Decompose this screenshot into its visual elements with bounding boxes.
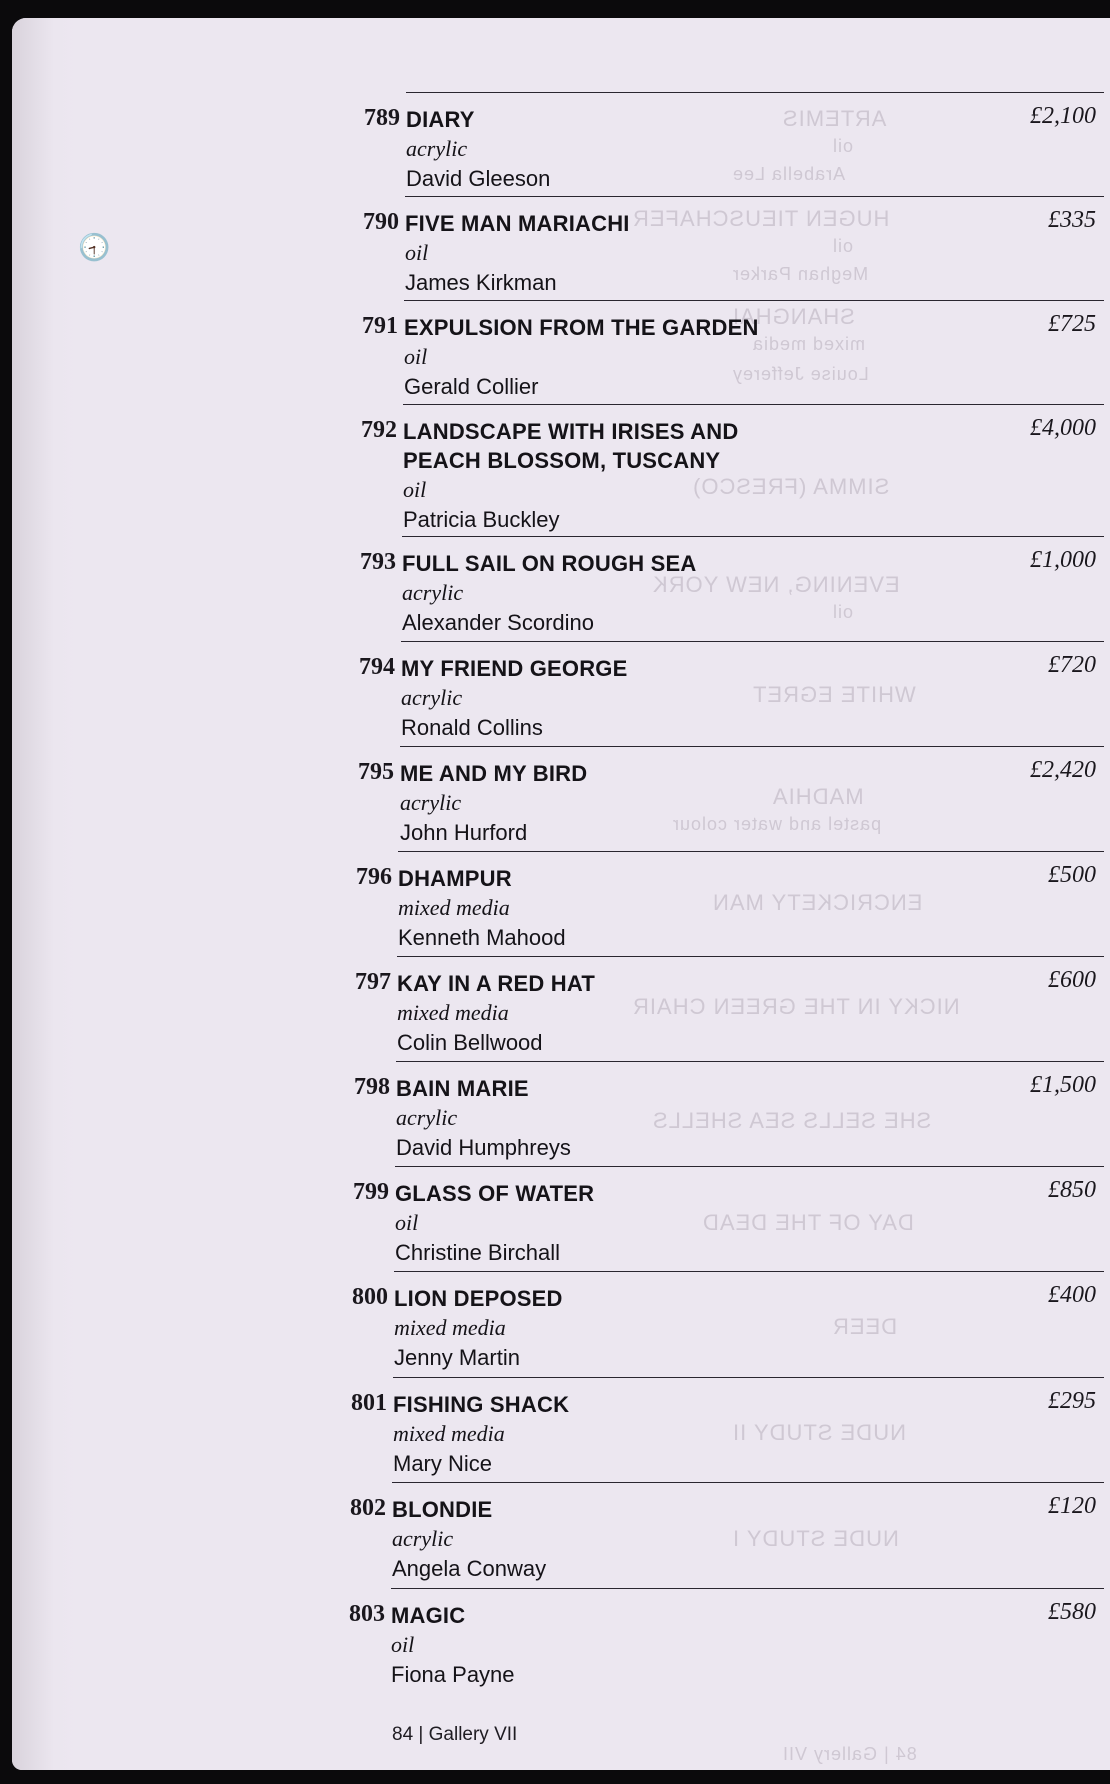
artist-name: Patricia Buckley (403, 507, 560, 532)
lot-number: 790 (363, 209, 399, 235)
show-through-text: pastel and water colour (672, 814, 882, 834)
artwork-medium: acrylic (392, 1526, 454, 1551)
show-through-text: SHANGHAI (732, 304, 855, 329)
show-through-text: WHITE EGRET (752, 682, 916, 707)
artwork-medium: oil (395, 1210, 419, 1235)
lot-number: 789 (364, 105, 400, 131)
artwork-price: £1,000 (1030, 547, 1096, 573)
artwork-title: MAGIC (391, 1603, 466, 1628)
catalogue-entry (360, 536, 1104, 641)
artist-name: Gerald Collier (404, 374, 539, 399)
artwork-medium: acrylic (400, 790, 462, 815)
catalogue-entry (359, 641, 1104, 746)
lot-number: 802 (350, 1495, 386, 1521)
catalogue-entry (361, 404, 1104, 535)
show-through-text: NICKY IN THE GREEN CHAIR (632, 994, 960, 1019)
show-through-text: oil (832, 136, 854, 156)
lot-number: 798 (354, 1074, 390, 1100)
show-through-text: DEER (832, 1314, 898, 1339)
catalogue-entry (356, 851, 1104, 956)
catalogue-entry (362, 300, 1104, 405)
artwork-title: FULL SAIL ON ROUGH SEA (402, 551, 697, 576)
show-through-text: SHE SELLS SEA SHELLS (652, 1108, 932, 1133)
artwork-price: £720 (1048, 652, 1096, 678)
show-through-text: oil (832, 602, 854, 622)
artwork-medium: mixed media (398, 895, 510, 920)
artwork-price: £725 (1048, 311, 1096, 337)
artwork-price: £500 (1048, 862, 1096, 888)
show-through-text: ENCRICKETY MAN (712, 890, 923, 915)
catalogue-entry (350, 1482, 1104, 1587)
artwork-title: BLONDIE (392, 1497, 493, 1522)
artwork-price: £335 (1048, 207, 1096, 233)
lot-number: 799 (353, 1179, 389, 1205)
artwork-medium: acrylic (406, 136, 468, 161)
artist-name: Mary Nice (393, 1451, 493, 1476)
artwork-title: MY FRIEND GEORGE (401, 656, 628, 681)
artwork-medium: oil (391, 1632, 415, 1657)
artwork-title: DIARY (406, 107, 475, 132)
catalogue-entry (363, 196, 1104, 301)
show-through-text: Arabella Lee (732, 164, 846, 184)
artist-name: Fiona Payne (391, 1662, 515, 1687)
artwork-price: £120 (1048, 1493, 1096, 1519)
show-through-text: mixed media (752, 334, 866, 354)
artwork-price: £600 (1048, 967, 1096, 993)
show-through-text: SIMMA (FRESCO) (692, 474, 890, 499)
artwork-title: DHAMPUR (398, 866, 512, 891)
artwork-medium: oil (404, 344, 428, 369)
artwork-title: EXPULSION FROM THE GARDEN (404, 315, 759, 340)
catalogue-entry (354, 1061, 1104, 1166)
show-through-text: MADHIA (772, 784, 864, 809)
lot-number: 795 (358, 759, 394, 785)
artwork-title: KAY IN A RED HAT (397, 971, 595, 996)
show-through-text: Meghan Parker (732, 264, 869, 284)
artwork-medium: oil (403, 477, 427, 502)
artist-name: Angela Conway (392, 1556, 547, 1581)
artwork-medium: acrylic (401, 685, 463, 710)
artist-name: Alexander Scordino (402, 610, 595, 635)
artwork-medium: acrylic (402, 580, 464, 605)
artwork-medium: mixed media (393, 1421, 505, 1446)
artwork-medium: mixed media (397, 1000, 509, 1025)
show-through-text: HUGEN TIEUSCHAFER (632, 206, 890, 231)
show-through-text: NUDE STUDY II (732, 1420, 906, 1445)
lot-number: 792 (361, 417, 397, 443)
artwork-price: £850 (1048, 1177, 1096, 1203)
catalogue-entry (349, 1588, 1104, 1693)
pencil-scribble-icon: 🕣 (78, 233, 111, 263)
show-through-text: 84 | Gallery VII (782, 1744, 917, 1764)
artwork-title: ME AND MY BIRD (400, 761, 588, 786)
show-through-text: EVENING, NEW YORK (652, 572, 900, 597)
page-footer: 84 | Gallery VII (392, 1724, 518, 1745)
artwork-medium: mixed media (394, 1315, 506, 1340)
artwork-price: £2,420 (1030, 757, 1096, 783)
artwork-medium: acrylic (396, 1105, 458, 1130)
catalogue-entry (355, 956, 1104, 1061)
lot-number: 800 (352, 1284, 388, 1310)
artist-name: James Kirkman (405, 270, 557, 295)
show-through-text: DAY OF THE DEAD (702, 1210, 914, 1235)
artist-name: Ronald Collins (401, 715, 543, 740)
artwork-price: £400 (1048, 1282, 1096, 1308)
artist-name: Kenneth Mahood (398, 925, 566, 950)
lot-number: 797 (355, 969, 391, 995)
artwork-medium: oil (405, 240, 429, 265)
lot-number: 793 (360, 549, 396, 575)
artwork-title: FISHING SHACK (393, 1392, 570, 1417)
artwork-price: £580 (1048, 1599, 1096, 1625)
lot-number: 801 (351, 1390, 387, 1416)
artwork-title: LANDSCAPE WITH IRISES AND PEACH BLOSSOM, TUSCANY (403, 419, 739, 473)
catalogue-entry (352, 1271, 1104, 1376)
artwork-price: £2,100 (1030, 103, 1096, 129)
artwork-price: £4,000 (1030, 415, 1096, 441)
artist-name: David Humphreys (396, 1135, 571, 1160)
artwork-title: GLASS OF WATER (395, 1181, 595, 1206)
show-through-text: Louise Jefferey (732, 364, 869, 384)
lot-number: 796 (356, 864, 392, 890)
show-through-text: oil (832, 236, 854, 256)
show-through-text: ARTEMIS (782, 106, 887, 131)
artwork-title: LION DEPOSED (394, 1286, 563, 1311)
lot-number: 791 (362, 313, 398, 339)
artist-name: Christine Birchall (395, 1240, 561, 1265)
lot-number: 803 (349, 1601, 385, 1627)
catalogue-entry (364, 92, 1104, 197)
artist-name: Jenny Martin (394, 1345, 520, 1370)
artwork-price: £295 (1048, 1388, 1096, 1414)
show-through-text: NUDE STUDY I (732, 1526, 899, 1551)
page-edge-shadow (12, 18, 82, 1770)
artist-name: Colin Bellwood (397, 1030, 543, 1055)
artwork-price: £1,500 (1030, 1072, 1096, 1098)
artist-name: John Hurford (400, 820, 528, 845)
artwork-title: FIVE MAN MARIACHI (405, 211, 630, 236)
catalogue-entry (351, 1377, 1104, 1482)
catalogue-entry (358, 746, 1104, 851)
artist-name: David Gleeson (406, 166, 551, 191)
artwork-title: BAIN MARIE (396, 1076, 529, 1101)
lot-number: 794 (359, 654, 395, 680)
catalogue-entry (353, 1166, 1104, 1271)
